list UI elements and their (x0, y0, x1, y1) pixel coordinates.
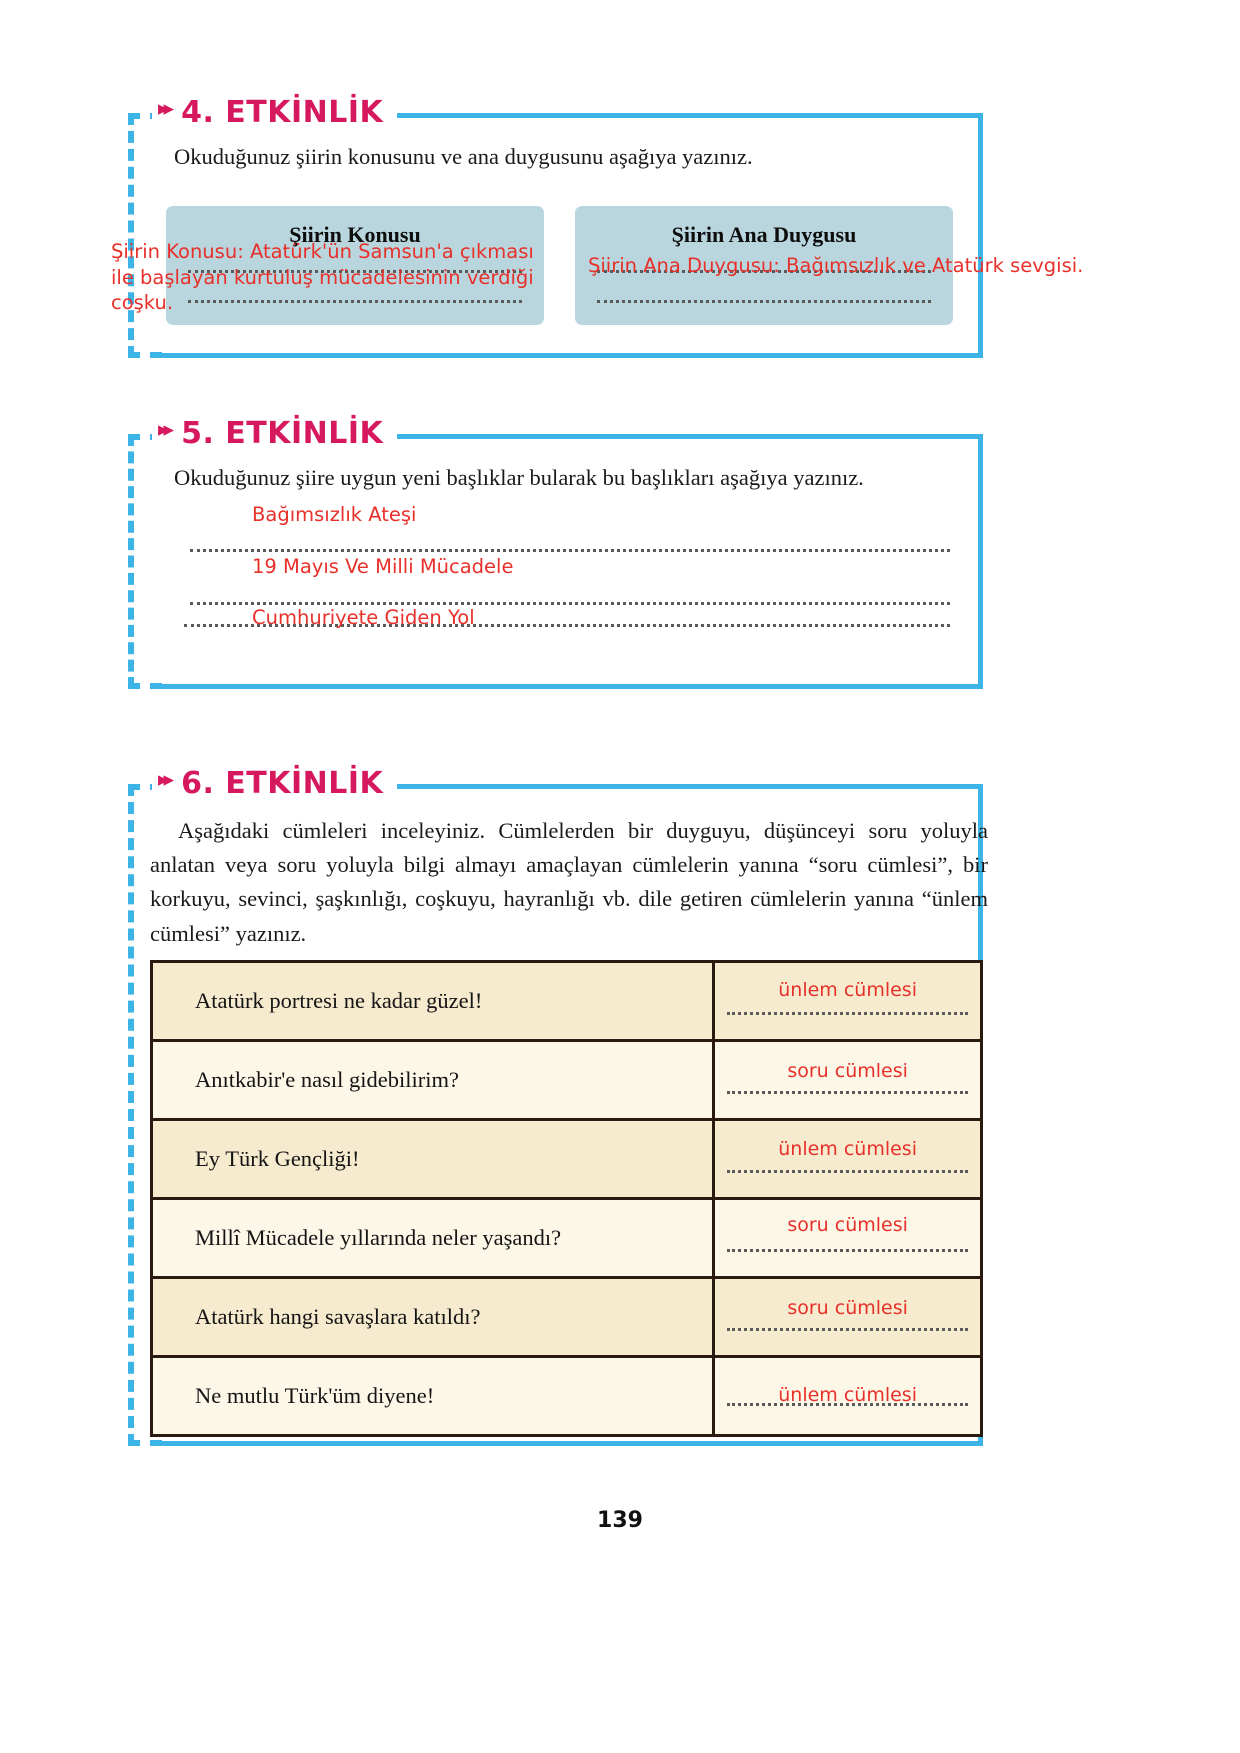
answer-cell[interactable] (714, 1041, 982, 1120)
activity-5-line-1 (190, 549, 950, 552)
activity-5-block (128, 415, 983, 689)
activity-5-instruction: Okuduğunuz şiire uygun yeni başlıklar bularak bu başlıkları aşağıya yazınız. (174, 465, 864, 490)
handwritten-answer: soru cümlesi (787, 1060, 908, 1082)
sentence-cell: Ey Türk Gençliği! (152, 1120, 714, 1199)
handwritten-answer: soru cümlesi (787, 1214, 908, 1236)
handwritten-answer: ünlem cümlesi (778, 979, 917, 1001)
activity-4-title (152, 89, 397, 135)
table-row (152, 1278, 982, 1357)
activity-4-block (111, 94, 1084, 358)
page-number: 139 (597, 1508, 643, 1533)
arrow-marker-icon: ▸▸ (158, 416, 170, 441)
answer-cell[interactable] (714, 1199, 982, 1278)
answer-box-main-feeling-heading: Şiirin Ana Duygusu (671, 222, 857, 247)
activity-5-dashed-bracket (128, 434, 162, 689)
answer-dotted-line (727, 1012, 968, 1015)
arrow-marker-icon: ▸▸ (158, 95, 170, 120)
answer-dotted-line (727, 1328, 968, 1331)
sentence-cell: Millî Mücadele yıllarında neler yaşandı? (152, 1199, 714, 1278)
activity-4-instruction: Okuduğunuz şiirin konusunu ve ana duygusunu aşağıya yazınız. (174, 144, 753, 169)
activity-6-title (152, 760, 397, 806)
answer-dotted-line (727, 1170, 968, 1173)
table-row (152, 1120, 982, 1199)
handwritten-title-3: Cumhuriyete Giden Yol (252, 606, 475, 629)
sentence-cell: Anıtkabir'e nasıl gidebilirim? (152, 1041, 714, 1120)
activity-4-dashed-bracket (128, 113, 162, 358)
handwritten-answer-topic: Şiirin Konusu: Atatürk'ün Samsun'a çıkması ile başlayan kurtuluş mücadelesinin verdiği coşku. (111, 240, 534, 315)
table-row (152, 962, 982, 1041)
answer-line-4 (597, 300, 931, 303)
handwritten-answer: soru cümlesi (787, 1297, 908, 1319)
answer-dotted-line (727, 1091, 968, 1094)
activity-5-title (152, 410, 397, 456)
sentence-type-table (150, 960, 983, 1437)
activity-4-title-text: 4. ETKİNLİK (181, 94, 384, 130)
sentence-cell: Atatürk portresi ne kadar güzel! (152, 962, 714, 1041)
table-row (152, 1199, 982, 1278)
answer-cell[interactable] (714, 1357, 982, 1436)
handwritten-answer: ünlem cümlesi (778, 1138, 917, 1160)
sentence-cell: Atatürk hangi savaşlara katıldı? (152, 1278, 714, 1357)
handwritten-title-1: Bağımsızlık Ateşi (252, 503, 417, 526)
activity-5-title-text: 5. ETKİNLİK (181, 415, 384, 451)
sentence-type-table-body (152, 962, 982, 1436)
sentence-cell: Ne mutlu Türk'üm diyene! (152, 1357, 714, 1436)
table-row (152, 1357, 982, 1436)
table-row (152, 1041, 982, 1120)
answer-box-topic-heading: Şiirin Konusu (289, 222, 421, 247)
answer-cell[interactable] (714, 962, 982, 1041)
activity-6-block (128, 765, 988, 1446)
arrow-marker-icon: ▸▸ (158, 766, 170, 791)
handwritten-answer-main-feeling: Şiirin Ana Duygusu: Bağımsızlık ve Atatürk sevgisi. (588, 254, 1084, 277)
answer-dotted-line (727, 1249, 968, 1252)
answer-cell[interactable] (714, 1120, 982, 1199)
activity-6-title-text: 6. ETKİNLİK (181, 765, 384, 801)
answer-cell[interactable] (714, 1278, 982, 1357)
handwritten-answer: ünlem cümlesi (778, 1384, 917, 1406)
activity-6-instruction: Aşağıdaki cümleleri inceleyiniz. Cümlelerden bir duyguyu, düşünceyi soru yoluyla anlatan veya soru yoluyla bilgi almayı amaçlayan cümlelerin yanına “soru cümlesi”, bir korkuyu, sevinci, şaşkınlığı, coşkuyu, hayranlığı vb. dile getiren cümlelerin yanına “ünlem cümlesi” yazınız. (150, 818, 988, 946)
handwritten-title-2: 19 Mayıs Ve Milli Mücadele (252, 555, 514, 578)
